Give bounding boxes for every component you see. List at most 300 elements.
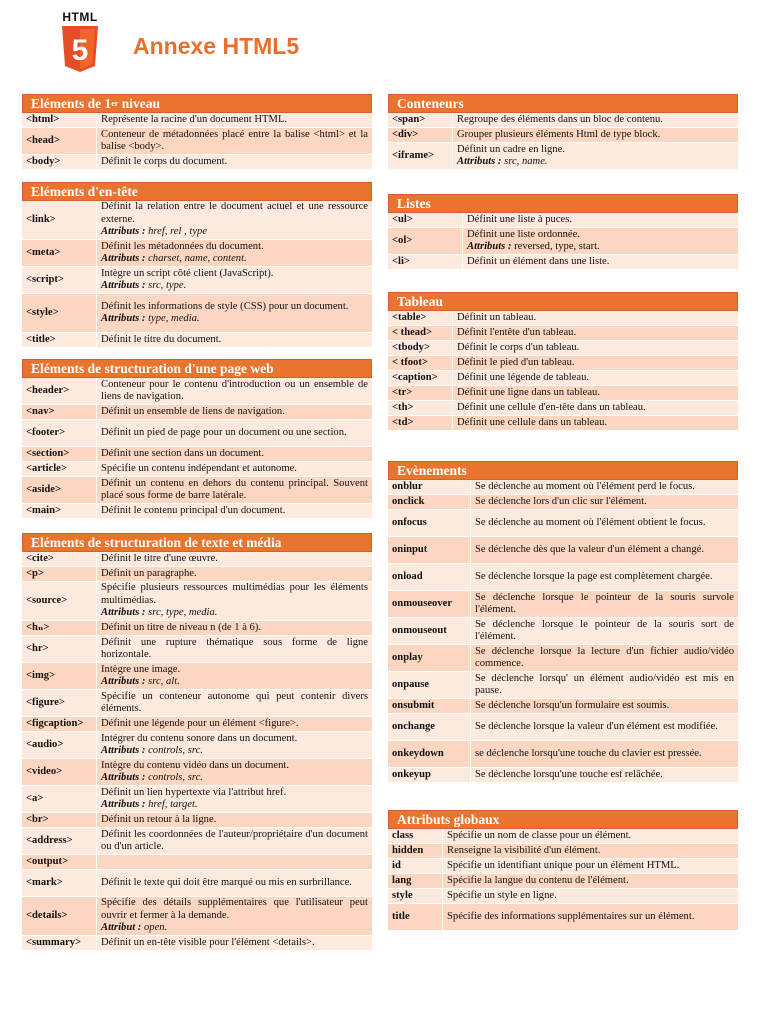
description-text: Définit la relation entre le document actuel et une ressource externe. [101,201,368,225]
attributes-values: open. [141,922,168,934]
table-row [22,477,372,504]
section-rows [22,552,372,951]
tag-description [470,714,722,740]
html5-logo [60,10,100,79]
tag-name: <header> [26,384,70,396]
description-text: Définit un cadre en ligne. [457,143,565,155]
tag-description [470,591,738,617]
table-row [388,495,738,510]
attributes-values: href, rel , type [145,226,208,238]
attributes-label: Attributs : [457,156,502,167]
attributes-line [101,607,368,619]
description-text: Définit un paragraphe. [101,567,197,579]
description-text: Grouper plusieurs éléments Html de type block. [457,128,661,140]
tag-description [470,768,667,782]
table-row [388,537,738,564]
table-row [388,255,738,270]
tag-name: onpause [392,678,430,690]
table-row [388,213,738,228]
tag-description [452,143,569,169]
tag-name: <style> [26,306,59,318]
table-row [22,828,372,855]
tag-name: onblur [392,480,423,492]
table-row [22,663,372,690]
tag-name: onkeyup [392,768,431,780]
description-text: Définit un titre de niveau n (de 1 à 6). [101,621,262,633]
tag-description [96,378,372,404]
tag-description [96,828,372,854]
tag-description [96,690,372,716]
tag-description [96,717,303,731]
tag-name: <article> [26,462,67,474]
description-text: Définit une légende de tableau. [457,371,590,383]
tag-description [96,113,291,127]
tag-description [96,663,184,689]
tag-description [462,228,604,254]
description-text: Définit un contenu en dehors du contenu principal. Souvent placé sous forme de barre latérale. [101,477,368,501]
tag-description [96,447,268,461]
tag-name: <figcaption> [26,717,84,729]
tag-name: id [392,859,401,871]
tag-name: <div> [392,128,419,140]
description-text: Définit le corps du document. [101,155,228,167]
description-text: se déclenche lorsqu'une touche du clavier est pressée. [475,747,702,759]
tag-name: <footer> [26,426,66,438]
attributes-line [101,745,297,757]
section-rows [388,213,738,270]
table-row [388,904,738,931]
section-evenements [388,461,738,783]
section-title: Eléments de structuration d'une page web [31,360,274,376]
description-text: Définit un ensemble de liens de navigation. [101,405,285,417]
attributes-values: src, type, media. [145,607,218,619]
tag-name: onchange [392,720,435,732]
tag-name: <body> [26,155,61,167]
tag-name: <ol> [392,234,413,246]
description-text: Définit une cellule dans un tableau. [457,416,608,428]
table-row [388,859,738,874]
attributes-values: type, media. [145,313,200,324]
attributes-line [467,241,600,253]
description-text: Définit un élément dans une liste. [467,255,610,267]
tag-description [96,567,201,581]
description-text: Spécifie des détails supplémentaires que l'utilisateur peut ouvrir et fermer à la demande. [101,897,368,921]
tag-description [452,128,664,142]
tag-description [96,636,372,662]
section-header [388,461,738,480]
tag-description [452,386,604,400]
tag-name: onkeydown [392,747,444,759]
table-row [22,240,372,267]
description-text: Définit une ligne dans un tableau. [457,386,600,398]
tag-name: <head> [26,134,60,146]
table-row [388,768,738,783]
table-row [22,855,372,870]
table-row [388,829,738,844]
description-text: Se déclenche lorsque le pointeur de la souris survole l'élément. [475,591,734,615]
attributes-values: src, type. [145,280,187,291]
section-structuration-page-web [22,359,372,519]
description-text: Spécifie un style en ligne. [447,889,557,901]
tag-name: <br> [26,813,49,825]
description-text: Se déclenche lorsqu'une touche est relâchée. [475,768,663,780]
description-text: Définit les coordonnées de l'auteur/propriétaire d'un document ou d'un article. [101,828,368,852]
tag-name: onplay [392,651,423,663]
tag-description [96,462,301,476]
description-text: Renseigne la visibilité d'un élément. [447,844,601,856]
tag-name: <span> [392,113,426,125]
tag-description [96,504,289,518]
description-text: Définit un tableau. [457,311,537,323]
tag-name: onmouseover [392,597,453,609]
description-text: Définit l'entête d'un tableau. [457,326,577,338]
tag-name: <hr> [26,642,49,654]
tag-name: onfocus [392,516,427,528]
table-row [22,786,372,813]
tag-description [452,416,611,430]
tag-name: < thead> [392,326,433,338]
description-text: Définit une liste à puces. [467,213,573,225]
attributes-label: Attributs : [101,676,146,687]
table-row [22,201,372,240]
logo-word: HTML [62,10,98,24]
table-row [388,874,738,889]
table-row [388,356,738,371]
attributes-line [101,226,368,238]
tag-description [470,645,738,671]
description-text: Définit le texte qui doit être marqué ou mis en surbrillance. [101,876,352,888]
tag-name: <section> [26,447,70,459]
section-rows [388,829,738,931]
section-title: Eléments d'en-tête [31,183,138,199]
tag-name: <meta> [26,246,61,258]
attributes-line [101,676,180,688]
tag-name: <cite> [26,552,54,564]
section-rows [22,378,372,519]
table-row [22,813,372,828]
table-row [22,333,372,348]
tag-name: <th> [392,401,414,413]
table-row [22,936,372,951]
section-title: Listes [397,195,431,211]
description-text: Définit le titre du document. [101,333,222,345]
tag-description [470,537,708,563]
tag-description [96,405,289,419]
tag-description [96,813,220,827]
description-text: Définit le pied d'un tableau. [457,356,575,368]
page-title: Annexe HTML5 [133,33,300,59]
section-tableau [388,292,738,431]
table-row [388,741,738,768]
attributes-line [101,253,264,265]
tag-description [470,741,706,767]
tag-name: <ul> [392,213,413,225]
section-rows [388,480,738,783]
description-text: Se déclenche lorsque la page est complètement chargée. [475,570,713,582]
tag-name: <hₙ> [26,621,50,633]
tag-description [452,371,593,385]
tag-description [452,311,540,325]
table-row [22,732,372,759]
tag-description [96,201,372,239]
tag-description [470,510,709,536]
description-text: Se déclenche au moment où l'élément obtient le focus. [475,516,706,528]
section-attributs-globaux [388,810,738,931]
tag-description [96,294,352,332]
attributes-line [101,799,286,811]
attributes-label: Attributs : [101,745,146,756]
attributes-values: controls, src. [145,772,203,783]
table-row [388,844,738,859]
tag-description [96,582,372,620]
tag-description [470,672,738,698]
attributes-line [101,772,289,784]
table-row [388,618,738,645]
tag-description [96,552,222,566]
attributes-values: href, target. [145,799,198,810]
logo-glyph: 5 [71,34,89,67]
table-row [388,228,738,255]
description-text: Spécifie un conteneur autonome qui peut contenir divers éléments. [101,690,368,714]
tag-name: oninput [392,543,428,555]
section-title: Conteneurs [397,95,464,111]
description-text: Spécifie la langue du contenu de l'élément. [447,874,629,886]
table-row [22,582,372,621]
section-header [22,182,372,201]
description-text: Se déclenche lorsque la valeur d'un élément est modifiée. [475,720,718,732]
table-row [22,870,372,897]
html5-shield-icon [60,24,100,74]
section-listes [388,194,738,270]
tag-description [470,564,716,590]
description-text: Se déclenche lorsqu' un élément audio/vidéo est mis en pause. [475,672,734,696]
section-title: Eléments de structuration de texte et média [31,534,282,550]
tag-name: onclick [392,495,425,507]
tag-name: <li> [392,255,410,267]
section-header [388,194,738,213]
section-title: Tableau [397,293,444,309]
tag-description [96,870,356,896]
table-row [388,714,738,741]
description-text: Définit un en-tête visible pour l'élément <details>. [101,936,315,948]
attributes-label: Attributs : [101,226,146,238]
table-row [22,690,372,717]
tag-name: <source> [26,594,68,606]
description-text: Se déclenche lorsqu'un formulaire est soumis. [475,699,670,711]
attributes-label: Attributs : [101,253,146,264]
tag-name: <address> [26,834,73,846]
attributes-label: Attributs : [467,241,512,252]
table-row [388,113,738,128]
attributes-values: reversed, type, start. [511,241,600,252]
description-text: Se déclenche lorsque la lecture d'un fichier audio/vidéo commence. [475,645,734,669]
attributes-line [457,156,565,168]
tag-name: class [392,829,414,841]
table-row [388,416,738,431]
description-text: Définit une rupture thématique sous forme de ligne horizontale. [101,636,368,660]
tag-name: <video> [26,765,63,777]
tag-description [96,333,225,347]
table-row [22,462,372,477]
table-row [388,143,738,170]
tag-description [96,477,372,503]
tag-description [452,341,583,355]
attributes-values: charset, name, content. [145,253,247,264]
description-text: Définit un pied de page pour un document ou une section. [101,426,347,438]
tag-name: <details> [26,909,68,921]
table-row [388,564,738,591]
description-text: Regroupe des éléments dans un bloc de contenu. [457,113,663,125]
section-header [22,533,372,552]
tag-description [96,155,231,169]
tag-description [96,621,265,635]
tag-description [96,897,372,935]
table-row [388,672,738,699]
section-header [22,94,372,113]
tag-name: onload [392,570,423,582]
table-row [22,504,372,519]
section-header [388,94,738,113]
tag-name: <table> [392,311,427,323]
section-rows [388,113,738,170]
tag-description [452,356,579,370]
table-row [388,645,738,672]
table-row [22,717,372,732]
table-row [388,371,738,386]
table-row [22,552,372,567]
description-text: Se déclenche au moment où l'élément perd le focus. [475,480,695,492]
tag-description [462,255,613,269]
tag-description [462,213,576,227]
section-structuration-texte-media [22,533,372,951]
description-text: Spécifie un identifiant unique pour un élément HTML. [447,859,680,871]
tag-name: <a> [26,792,44,804]
description-text: Définit les informations de style (CSS) pour un document. [101,300,349,312]
table-row [22,420,372,447]
tag-name: <aside> [26,483,62,495]
tag-description [96,240,268,266]
attributes-line [101,922,368,934]
table-row [22,567,372,582]
description-text: Représente la racine d'un document HTML. [101,113,288,125]
tag-description [96,128,372,154]
table-row [22,113,372,128]
tag-name: onmouseout [392,624,447,636]
section-title-after: niveau [118,95,160,111]
table-row [388,311,738,326]
table-row [388,699,738,714]
table-row [22,636,372,663]
tag-description [470,480,699,494]
attributes-line [101,313,348,325]
tag-description [442,844,604,858]
table-row [22,759,372,786]
table-row [22,155,372,170]
table-row [22,621,372,636]
table-row [388,326,738,341]
description-text: Spécifie un contenu indépendant et autonome. [101,462,297,474]
attributes-label: Attributs : [101,607,146,619]
tag-name: hidden [392,844,424,856]
section-conteneurs [388,94,738,170]
table-row [388,128,738,143]
tag-name: <title> [26,333,56,345]
attributes-values: controls, src. [145,745,203,756]
attributes-label: Attributs : [101,772,146,783]
description-text: Définit un lien hypertexte via l'attribut href. [101,786,287,798]
table-row [388,591,738,618]
tag-description [96,759,293,785]
description-text: Définit un retour à la ligne. [101,813,217,825]
description-text: Conteneur de métadonnées placé entre la balise <html> et la balise <body>. [101,128,368,152]
tag-description [96,936,319,950]
tag-name: <audio> [26,738,64,750]
attributes-label: Attribut : [101,922,142,934]
tag-description [442,859,683,873]
tag-name: <caption> [392,371,438,383]
tag-description [96,855,105,869]
attributes-label: Attributs : [101,280,146,291]
description-text: Spécifie des informations supplémentaires sur un élément. [447,910,695,922]
section-header [22,359,372,378]
section-rows [22,201,372,348]
description-text: Définit le corps d'un tableau. [457,341,580,353]
tag-description [470,699,673,713]
description-text: Spécifie plusieurs ressources multimédias pour les éléments multimédias. [101,582,368,606]
tag-name: <nav> [26,405,55,417]
tag-name: <script> [26,273,64,285]
description-text: Se déclenche lorsque le pointeur de la souris sort de l'élément. [475,618,734,642]
description-text: Définit le contenu principal d'un document. [101,504,286,516]
section-rows [22,113,372,170]
description-text: Définit une cellule d'en-tête dans un tableau. [457,401,646,413]
tag-name: lang [392,874,412,886]
table-row [388,889,738,904]
tag-name: title [392,910,410,922]
description-text: Intègre du contenu vidéo dans un document. [101,759,289,771]
description-text: Définit une légende pour un élément <figure>. [101,717,299,729]
tag-name: <p> [26,567,44,579]
table-row [388,341,738,356]
table-row [388,401,738,416]
attributes-line [101,280,273,292]
tag-name: <tbody> [392,341,430,353]
tag-description [96,732,301,758]
description-text: Conteneur pour le contenu d'introduction ou un ensemble de liens de navigation. [101,378,368,402]
table-row [388,480,738,495]
table-row [22,378,372,405]
section-title: Evènements [397,462,467,478]
section-title-sup: er [111,99,119,108]
attributes-label: Attributs : [101,799,146,810]
section-title: Eléments de 1 [31,95,112,111]
tag-description [452,326,580,340]
table-row [388,510,738,537]
description-text: Intègre une image. [101,663,181,675]
table-row [22,267,372,294]
tag-description [452,401,650,415]
description-text: Se déclenche dès que la valeur d'un élément a changé. [475,543,704,555]
section-rows [388,311,738,431]
tag-description [470,618,738,644]
tag-name: <output> [26,855,69,867]
tag-name: <html> [26,113,60,125]
tag-name: <main> [26,504,62,516]
description-text: Spécifie un nom de classe pour un élément. [447,829,632,841]
tag-description [470,495,651,509]
table-row [22,128,372,155]
attributes-values: src, alt. [145,676,180,687]
